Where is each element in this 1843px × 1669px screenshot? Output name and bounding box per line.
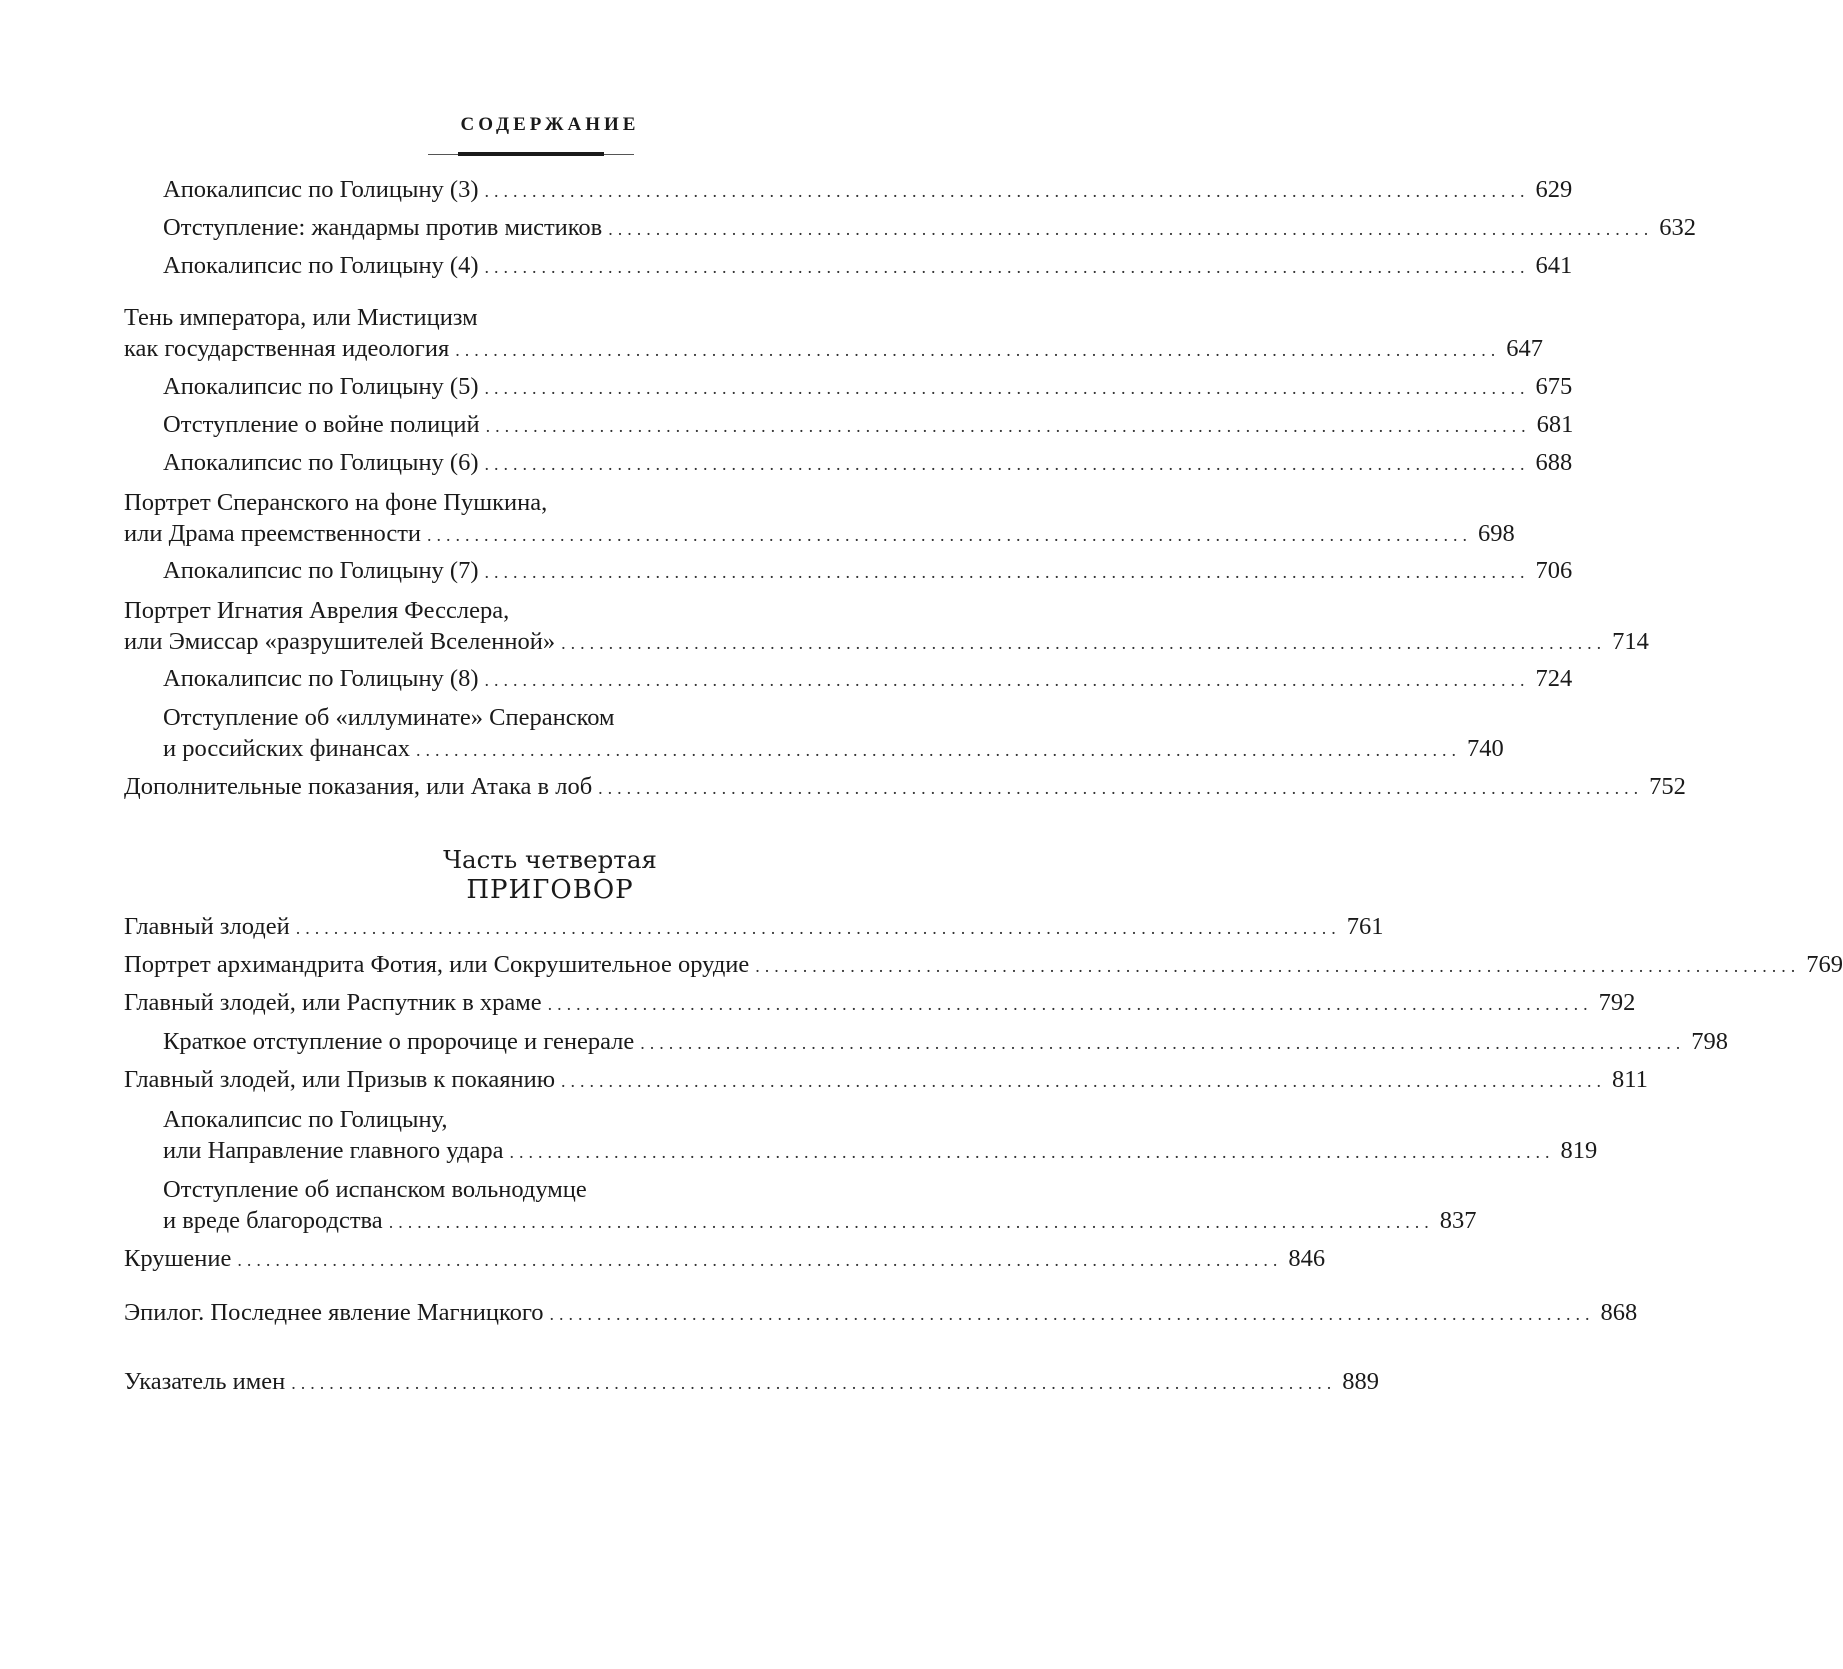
toc-entry-title: Главный злодей — [124, 913, 290, 940]
header-rule-thick — [458, 152, 604, 156]
toc-entry-page: 846 — [1288, 1245, 1326, 1272]
leader-dots: .............................................................................................................. — [640, 1033, 1686, 1053]
toc-entry-title: Отступление: жандармы против мистиков — [163, 214, 603, 241]
toc-entry-title: Краткое отступление о пророчице и генерале — [163, 1028, 635, 1055]
leader-dots: .............................................................................................................. — [509, 1142, 1555, 1162]
toc-entry-title: Главный злодей, или Призыв к покаянию — [124, 1066, 555, 1093]
toc-entry-page: 752 — [1649, 773, 1686, 800]
leader-dots: .............................................................................................................. — [755, 956, 1801, 976]
page-header — [0, 114, 1100, 136]
toc-entry-page: 629 — [1535, 176, 1573, 203]
toc-entry-title: Апокалипсис по Голицыну (5) — [163, 373, 479, 400]
leader-dots: .............................................................................................................. — [415, 740, 1461, 760]
toc-entry-title: Апокалипсис по Голицыну (6) — [163, 449, 479, 476]
toc-entry-title: Дополнительные показания, или Атака в лоб — [124, 773, 593, 800]
toc-entry-page: 698 — [1478, 520, 1515, 547]
leader-dots: .............................................................................................................. — [295, 918, 1341, 938]
leader-dots: .............................................................................................................. — [484, 562, 1530, 582]
toc-entry-title: Портрет архимандрита Фотия, или Сокрушительное орудие — [124, 951, 750, 978]
toc-entry-page: 740 — [1466, 735, 1504, 762]
toc-entry-page: 681 — [1536, 411, 1574, 438]
toc-entry-page: 837 — [1439, 1207, 1477, 1234]
toc-entry-page: 706 — [1535, 557, 1573, 584]
toc-entry-title: Указатель имен — [124, 1368, 286, 1395]
leader-dots: .............................................................................................................. — [608, 219, 1654, 239]
toc-entry-title-line1: Отступление об испанском вольнодумце — [163, 1176, 587, 1203]
toc-entry-title: Главный злодей, или Распутник в храме — [124, 989, 542, 1016]
header-title: СОДЕРЖАНИЕ — [460, 114, 640, 135]
toc-entry-title: Отступление о войне полиций — [163, 411, 480, 438]
toc-entry-page: 724 — [1535, 665, 1573, 692]
toc-entry-page: 868 — [1600, 1299, 1638, 1326]
leader-dots: .............................................................................................................. — [547, 994, 1593, 1014]
toc-entry-title: как государственная идеология — [124, 335, 450, 362]
part-title: ПРИГОВОР — [466, 875, 634, 905]
leader-dots: .............................................................................................................. — [291, 1373, 1337, 1393]
toc-entry-title: и вреде благородства — [163, 1207, 383, 1234]
toc-entry-title-line1: Портрет Игнатия Аврелия Фесслера, — [124, 597, 510, 624]
toc-entry-page: 647 — [1506, 335, 1543, 362]
toc-entry-title: Эпилог. Последнее явление Магницкого — [124, 1299, 544, 1326]
toc-entry-title: или Направление главного удара — [163, 1137, 504, 1164]
toc-entry-title: Апокалипсис по Голицыну (4) — [163, 252, 479, 279]
leader-dots: .............................................................................................................. — [484, 670, 1530, 690]
leader-dots: .............................................................................................................. — [598, 778, 1644, 798]
leader-dots: .............................................................................................................. — [484, 454, 1530, 474]
toc-entry-title-line1: Портрет Сперанского на фоне Пушкина, — [124, 489, 548, 516]
toc-entry-title-line1: Апокалипсис по Голицыну, — [163, 1106, 448, 1133]
part-label: Часть четвертая — [443, 845, 657, 874]
toc-entry-title: или Драма преемственности — [124, 520, 422, 547]
toc-entry-page: 819 — [1560, 1137, 1598, 1164]
toc-entry-page: 798 — [1691, 1028, 1729, 1055]
toc-entry-title-line1: Тень императора, или Мистицизм — [124, 304, 478, 331]
leader-dots: .............................................................................................................. — [561, 1071, 1606, 1091]
toc-entry-page: 641 — [1535, 252, 1573, 279]
leader-dots: .............................................................................................................. — [427, 525, 1473, 545]
leader-dots: .............................................................................................................. — [237, 1250, 1283, 1270]
leader-dots: .............................................................................................................. — [484, 257, 1530, 277]
toc-entry-page: 811 — [1612, 1066, 1648, 1093]
toc-entry-title: Апокалипсис по Голицыну (7) — [163, 557, 479, 584]
leader-dots: .............................................................................................................. — [484, 378, 1530, 398]
toc-entry-page: 889 — [1342, 1368, 1379, 1395]
leader-dots: .............................................................................................................. — [485, 416, 1531, 436]
leader-dots: .............................................................................................................. — [484, 181, 1530, 201]
toc-entry-page: 714 — [1612, 628, 1649, 655]
toc-entry-page: 675 — [1535, 373, 1573, 400]
toc-entry-page: 769 — [1806, 951, 1843, 978]
leader-dots: .............................................................................................................. — [455, 340, 1501, 360]
leader-dots: .............................................................................................................. — [388, 1212, 1434, 1232]
toc-entry-page: 632 — [1659, 214, 1697, 241]
leader-dots: .............................................................................................................. — [549, 1304, 1595, 1324]
toc-entry-title: и российских финансах — [163, 735, 410, 762]
toc-entry-title: или Эмиссар «разрушителей Вселенной» — [124, 628, 556, 655]
toc-entry-title-line1: Отступление об «иллуминате» Сперанском — [163, 704, 615, 731]
toc-entry-title: Апокалипсис по Голицыну (8) — [163, 665, 479, 692]
toc-entry-page: 761 — [1346, 913, 1384, 940]
toc-entry-title: Крушение — [124, 1245, 232, 1272]
leader-dots: .............................................................................................................. — [561, 633, 1607, 653]
toc-entry-title: Апокалипсис по Голицыну (3) — [163, 176, 479, 203]
toc-entry-page: 688 — [1535, 449, 1573, 476]
toc-entry-page: 792 — [1598, 989, 1636, 1016]
